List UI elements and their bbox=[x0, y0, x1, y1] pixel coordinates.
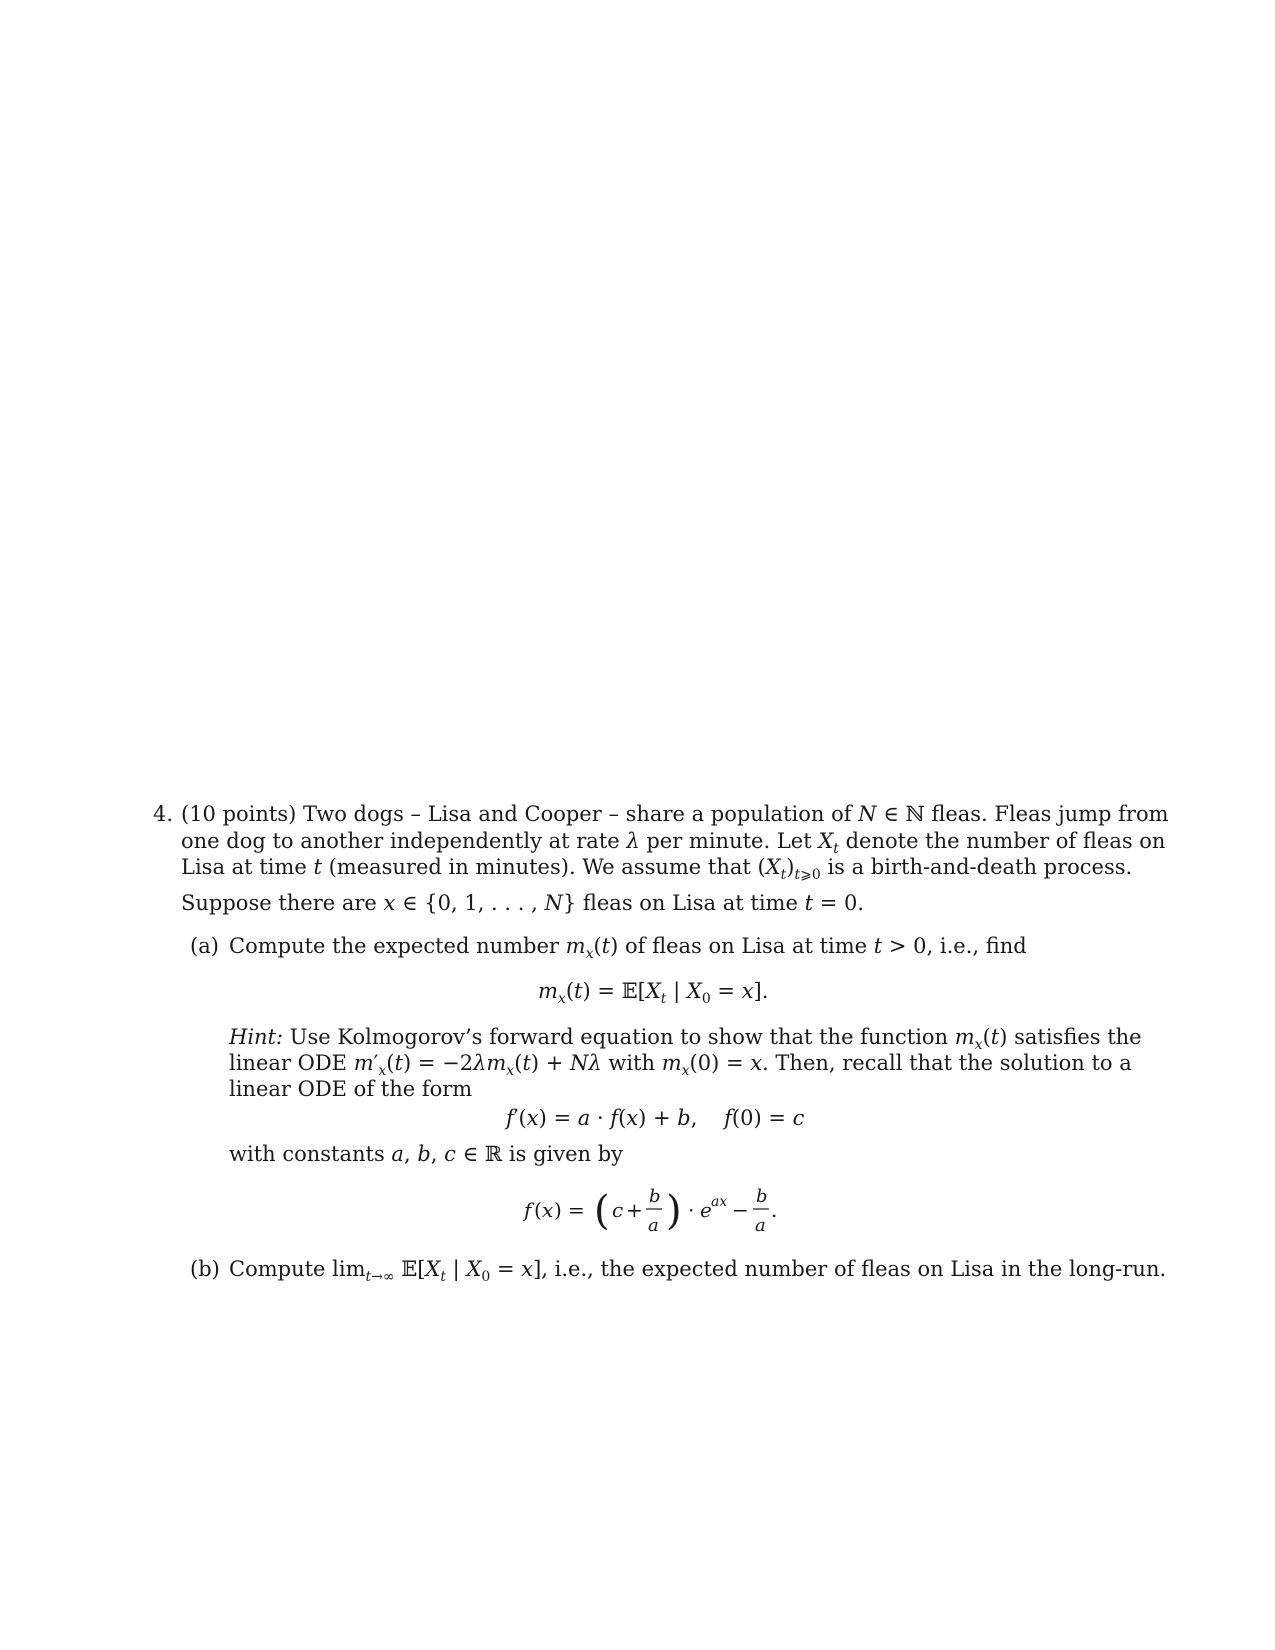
svg-text:ax: ax bbox=[711, 1194, 728, 1210]
hint-line-1: Hint: Use Kolmogorov’s forward equation to show that the function $m_x(t)$ satisfies the bbox=[229, 1025, 1142, 1054]
svg-text:b: b bbox=[756, 1186, 768, 1207]
svg-text:·: · bbox=[688, 1198, 695, 1222]
svg-text:b: b bbox=[649, 1186, 661, 1207]
problem-line-1: (10 points) Two dogs – Lisa and Cooper – share a population of N ∈ ℕ fleas. Fleas jump from bbox=[181, 802, 1169, 826]
svg-text:a: a bbox=[755, 1215, 766, 1236]
svg-text:c: c bbox=[612, 1198, 624, 1222]
part-b-text: Compute $\lim_{t\to\infty}$ $𝔼[X_t$ | $X_0 = x$], i.e., the expected number of fleas on Lisa in the long-run. bbox=[229, 1257, 1167, 1286]
svg-text:=: = bbox=[568, 1198, 585, 1222]
solution-formula bbox=[520, 1178, 820, 1248]
constants-line: with constants a, b, c ∈ ℝ is given by bbox=[229, 1142, 624, 1166]
svg-text:f: f bbox=[524, 1198, 532, 1222]
hint-line-3: linear ODE of the form bbox=[229, 1077, 473, 1101]
part-b-label: (b) bbox=[190, 1257, 220, 1281]
points-label: (10 points) bbox=[181, 802, 297, 826]
part-a-text: Compute the expected number $m_x(t)$ of fleas on Lisa at time t > 0, i.e., find bbox=[229, 934, 1027, 963]
svg-text:−: − bbox=[732, 1198, 749, 1222]
svg-text:x: x bbox=[542, 1198, 554, 1222]
problem-line-2: one dog to another independently at rate λ per minute. Let $X_t$ denote the number of fleas on bbox=[181, 829, 1166, 858]
part-a-label: (a) bbox=[190, 934, 219, 958]
problem-line-4: Suppose there are x ∈ {0, 1, . . . , N} fleas on Lisa at time t = 0. bbox=[181, 891, 864, 915]
problem-line-3: Lisa at time t (measured in minutes). We assume that $(X_t)_{t⩾0}$ is a birth-and-death process. bbox=[181, 855, 1133, 884]
hint-label: Hint: bbox=[229, 1025, 284, 1049]
svg-text:(: ( bbox=[534, 1198, 542, 1222]
hint-line-2: linear ODE $m'_x(t) = -2\lambda m_x(t) + N\lambda$ with $m_x(0) = x$. Then, recall that the solution to a bbox=[229, 1051, 1132, 1080]
svg-text:e: e bbox=[700, 1198, 712, 1222]
ode-equation: f′(x) = a · f(x) + b, f(0) = c bbox=[506, 1106, 805, 1130]
problem-number: 4. bbox=[153, 802, 174, 826]
svg-text:(: ( bbox=[594, 1188, 610, 1234]
svg-text:a: a bbox=[648, 1215, 659, 1236]
svg-text:): ) bbox=[554, 1198, 562, 1222]
svg-text:.: . bbox=[771, 1198, 778, 1222]
expectation-equation: $m_x(t)$ = $𝔼[X_t$ | $X_0 = x$]. bbox=[538, 979, 769, 1008]
svg-text:+: + bbox=[626, 1198, 643, 1222]
svg-text:): ) bbox=[666, 1188, 682, 1234]
